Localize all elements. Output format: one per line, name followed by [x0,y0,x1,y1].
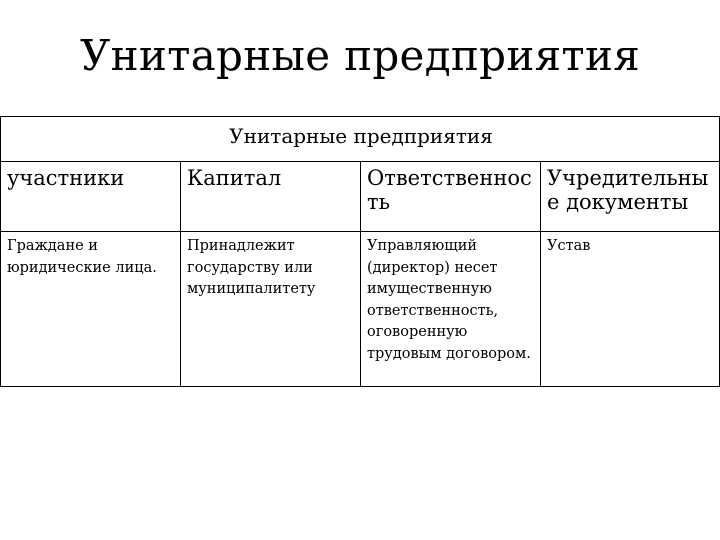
cell-liability: Управляющий (директор) несет имущественную ответственность, оговоренную трудовым договором. [361,232,541,387]
cell-capital: Принадлежит государству или муниципалитету [181,232,361,387]
table-caption-row [1,117,720,162]
table-row [1,232,720,387]
header-participants: участники [1,162,181,232]
cell-founding-documents: Устав [541,232,720,387]
header-liability: Ответственнос ть [361,162,541,232]
cell-participants: Граждане и юридические лица. [1,232,181,387]
header-founding-documents: Учредительны е документы [541,162,720,232]
unitary-enterprises-table [0,116,720,387]
slide-title: Унитарные предприятия [79,31,641,80]
header-capital: Капитал [181,162,361,232]
table-caption: Унитарные предприятия [1,117,720,162]
table-header-row [1,162,720,232]
